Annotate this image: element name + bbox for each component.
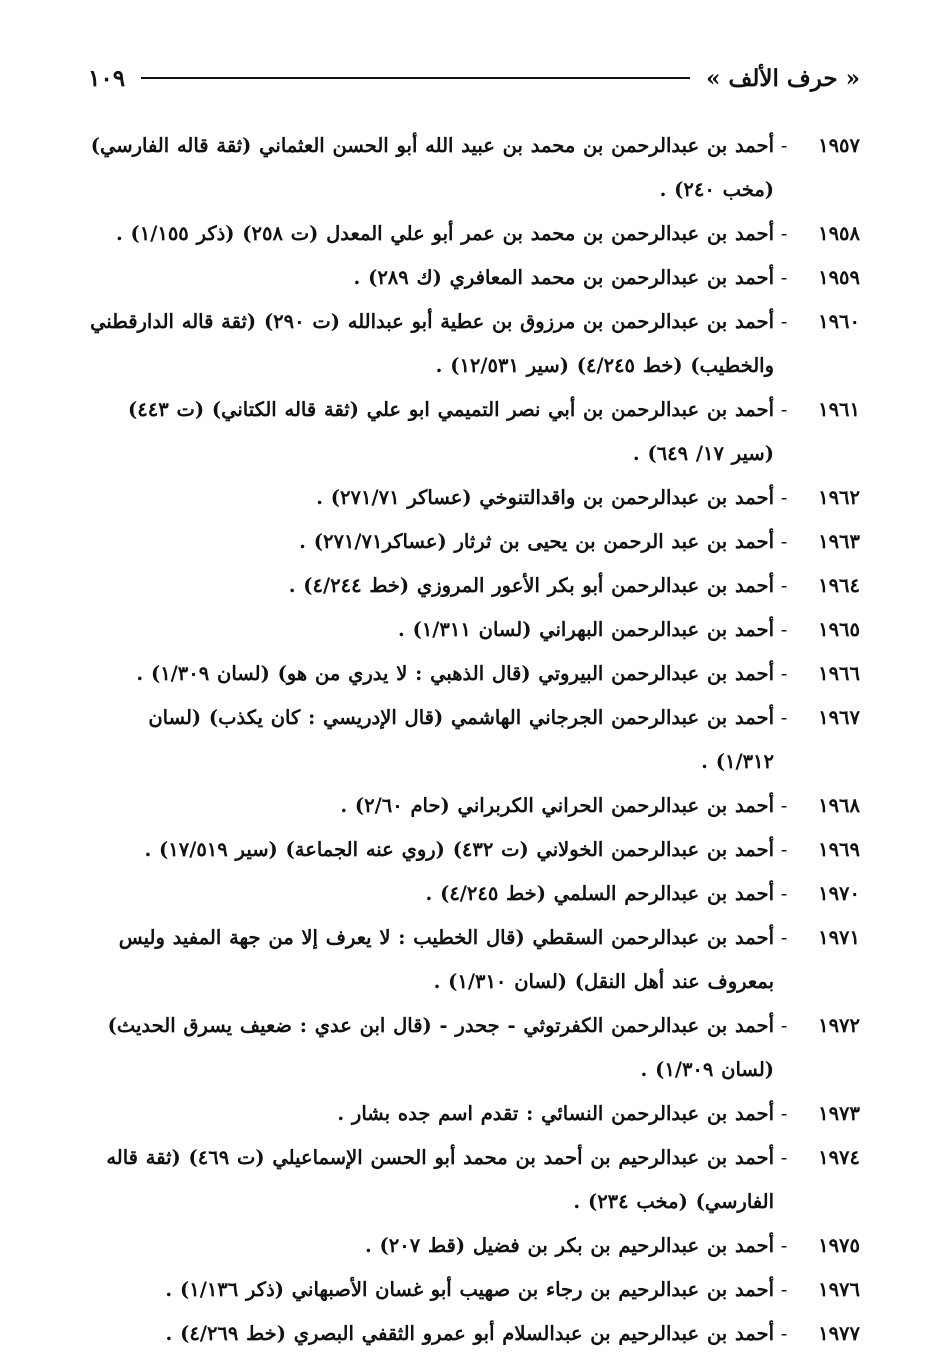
entry-text: أحمد بن عبدالرحمن البيروتي (قال الذهبي : لا يدري من هو) (لسان ١/٣٠٩) . — [136, 662, 774, 685]
entry-1962 — [88, 476, 860, 520]
entry-dash: - — [780, 1322, 788, 1345]
entry-number: ١٩٦٩ — [818, 838, 860, 861]
entry-number: ١٩٧٦ — [818, 1278, 860, 1301]
header-rule — [141, 77, 690, 79]
entry-dash: - — [780, 662, 788, 685]
entry-dash: - — [780, 838, 788, 861]
entry-dash: - — [780, 794, 788, 817]
entry-dash: - — [780, 926, 788, 949]
entry-1964 — [88, 564, 860, 608]
entry-text: أحمد بن عبدالرحمن البهراني (لسان ١/٣١١) . — [398, 618, 774, 641]
entry-text: أحمد بن عبدالرحمن أبو بكر الأعور المروزي (خط ٤/٢٤٤) . — [288, 574, 774, 597]
entry-dash: - — [780, 530, 788, 553]
entry-1971 — [88, 916, 860, 1004]
entry-dash: - — [780, 266, 788, 289]
entry-text: أحمد بن عبدالرحمن النسائي : تقدم اسم جده بشار . — [337, 1102, 774, 1125]
entry-1974 — [88, 1136, 860, 1224]
page-number: ١٠٩ — [88, 64, 126, 92]
entry-text: أحمد بن عبدالرحم السلمي (خط ٤/٢٤٥) . — [425, 882, 774, 905]
entry-number: ١٩٥٨ — [818, 222, 860, 245]
entry-number: ١٩٧١ — [818, 926, 860, 949]
entry-number: ١٩٦٨ — [818, 794, 860, 817]
entry-text: أحمد بن عبدالرحمن الجرجاني الهاشمي (قال الإدريسي : كان يكذب) (لسان ١/٣١٢) . — [148, 706, 774, 773]
entry-dash: - — [780, 134, 788, 157]
entry-number: ١٩٥٧ — [818, 134, 860, 157]
entry-number: ١٩٦٠ — [818, 310, 860, 333]
entry-text: أحمد بن عبدالرحمن بن مرزوق بن عطية أبو عبدالله (ت ٢٩٠) (ثقة قاله الدارقطني والخطيب) (خط ٤/٢٤٥) (سير ١٢/٥٣١) . — [90, 310, 774, 377]
entry-1970 — [88, 872, 860, 916]
entry-1958 — [88, 212, 860, 256]
entry-number: ١٩٧٣ — [818, 1102, 860, 1125]
entry-number: ١٩٦٢ — [818, 486, 860, 509]
entry-dash: - — [780, 1146, 788, 1169]
entry-dash: - — [780, 882, 788, 905]
entry-text: أحمد بن عبدالرحيم بن عبدالسلام أبو عمرو الثقفي البصري (خط ٤/٢٦٩) . — [165, 1322, 774, 1345]
entry-1961 — [88, 388, 860, 476]
entry-number: ١٩٧٢ — [818, 1014, 860, 1037]
entry-1965 — [88, 608, 860, 652]
entry-1957 — [88, 124, 860, 212]
entry-dash: - — [780, 222, 788, 245]
entry-list — [88, 124, 860, 1356]
entry-number: ١٩٥٩ — [818, 266, 860, 289]
entry-number: ١٩٦٧ — [818, 706, 860, 729]
entry-number: ١٩٦٣ — [818, 530, 860, 553]
entry-text: أحمد بن عبد الرحمن بن يحيى بن ثرثار (عساكر٢٧١/٧١) . — [299, 530, 774, 553]
entry-1968 — [88, 784, 860, 828]
entry-text: أحمد بن عبدالرحيم بن بكر بن فضيل (قط ٢٠٧) . — [364, 1234, 774, 1257]
entry-1976 — [88, 1268, 860, 1312]
entry-dash: - — [780, 1102, 788, 1125]
entry-text: أحمد بن عبدالرحمن بن محمد بن عمر أبو علي المعدل (ت ٢٥٨) (ذكر ١/١٥٥) . — [115, 222, 774, 245]
entry-number: ١٩٦٤ — [818, 574, 860, 597]
entry-dash: - — [780, 706, 788, 729]
entry-text: أحمد بن عبدالرحمن بن أبي نصر التميمي ابو علي (ثقة قاله الكتاني) (ت ٤٤٣) (سير ١٧/ ٦٤٩) . — [128, 398, 774, 465]
entry-text: أحمد بن عبدالرحمن الخولاني (ت ٤٣٢) (روي عنه الجماعة) (سير ١٧/٥١٩) . — [144, 838, 774, 861]
entry-text: أحمد بن عبدالرحمن السقطي (قال الخطيب : لا يعرف إلا من جهة المفيد وليس بمعروف عند أهل النقل) (لسان ١/٣١٠) . — [118, 926, 774, 993]
entry-text: أحمد بن عبدالرحمن بن واقدالتنوخي (عساكر ٢٧١/٧١) . — [316, 486, 774, 509]
entry-number: ١٩٦٦ — [818, 662, 860, 685]
page-header — [88, 58, 860, 98]
entry-text: أحمد بن عبدالرحمن بن محمد المعافري (ك ٢٨٩) . — [353, 266, 774, 289]
entry-dash: - — [780, 574, 788, 597]
entry-dash: - — [780, 1234, 788, 1257]
chapter-title: « حرف الألف » — [706, 64, 860, 92]
entry-dash: - — [780, 398, 788, 421]
entry-1973 — [88, 1092, 860, 1136]
entry-number: ١٩٧٧ — [818, 1322, 860, 1345]
entry-text: أحمد بن عبدالرحيم بن أحمد بن محمد أبو الحسن الإسماعيلي (ت ٤٦٩) (ثقة قاله الفارسي) (مخب ٢٣٤) . — [106, 1146, 774, 1213]
entry-number: ١٩٦١ — [818, 398, 860, 421]
entry-1975 — [88, 1224, 860, 1268]
entry-dash: - — [780, 486, 788, 509]
entry-1959 — [88, 256, 860, 300]
entry-text: أحمد بن عبدالرحيم بن رجاء بن صهيب أبو غسان الأصبهاني (ذكر ١/١٣٦) . — [165, 1278, 774, 1301]
entry-1972 — [88, 1004, 860, 1092]
entry-1977 — [88, 1312, 860, 1356]
entry-1963 — [88, 520, 860, 564]
entry-number: ١٩٧٠ — [818, 882, 860, 905]
entry-dash: - — [780, 618, 788, 641]
entry-1960 — [88, 300, 860, 388]
entry-text: أحمد بن عبدالرحمن الحراني الكربراني (حام ٢/٦٠) . — [340, 794, 774, 817]
entry-1966 — [88, 652, 860, 696]
entry-dash: - — [780, 1014, 788, 1037]
entry-number: ١٩٧٥ — [818, 1234, 860, 1257]
entry-text: أحمد بن عبدالرحمن الكفرتوثي - جحدر - (قال ابن عدي : ضعيف يسرق الحديث) (لسان ١/٣٠٩) . — [107, 1014, 774, 1081]
entry-1967 — [88, 696, 860, 784]
entry-dash: - — [780, 310, 788, 333]
entry-dash: - — [780, 1278, 788, 1301]
entry-1969 — [88, 828, 860, 872]
entry-text: أحمد بن عبدالرحمن بن محمد بن عبيد الله أبو الحسن العثماني (ثقة قاله الفارسي) (مخب ٢٤٠) . — [90, 134, 774, 201]
entry-number: ١٩٦٥ — [818, 618, 860, 641]
entry-number: ١٩٧٤ — [818, 1146, 860, 1169]
